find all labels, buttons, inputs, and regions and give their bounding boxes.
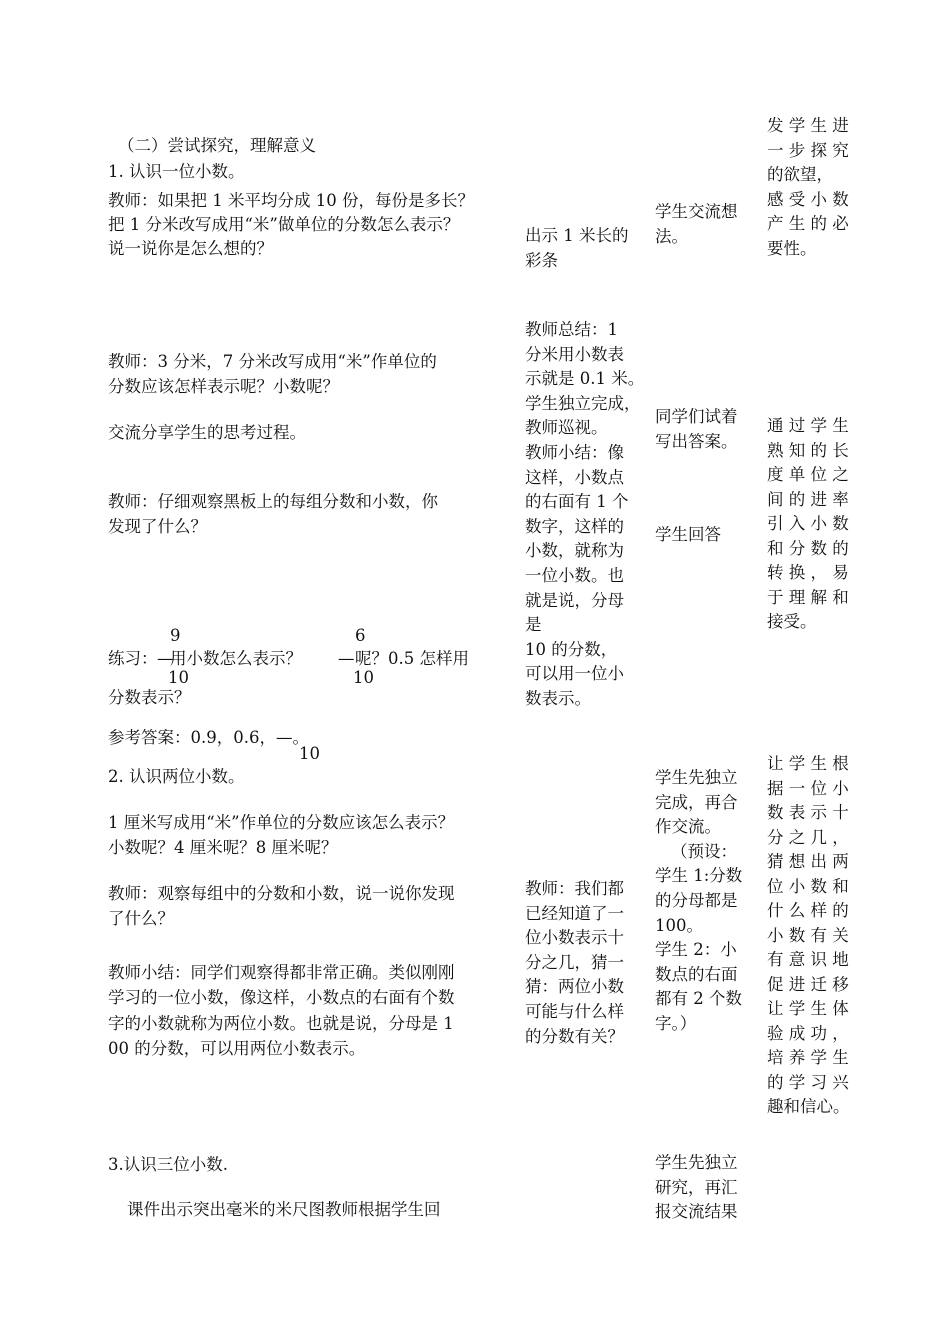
text-line: 感 受 小 数 (767, 189, 849, 209)
fraction-denominator: 10 (299, 744, 320, 763)
text-line: 位小数表示十 (525, 928, 624, 948)
practice-text: 呢？0.5 怎样用 (355, 649, 469, 668)
text-line: 学生先独立 (655, 768, 738, 787)
text-line: 猜 想 出 两 (767, 852, 849, 871)
text-line: 教师小结：同学们观察得都非常正确。类似刚刚 (108, 963, 455, 982)
text-line: 学生先独立 (655, 1153, 738, 1172)
text-line: 是 (525, 615, 542, 635)
col4-block-b (767, 414, 859, 635)
part1-heading: 1. 认识一位小数。 (108, 162, 245, 181)
part3-text: 课件出示突出毫米的米尺图教师根据学生回 (127, 1200, 441, 1219)
col3-block-a (655, 200, 755, 249)
text-line: 培 养 学 生 (767, 1048, 849, 1067)
part2-heading: 2. 认识两位小数。 (108, 767, 245, 786)
text-line: 把 1 分米改写成用“米”做单位的分数怎么表示？ (108, 215, 460, 234)
text-line: 1 厘米写成用“米”作单位的分数应该怎么表示？ (108, 813, 455, 832)
text-line: 10 的分数， (525, 639, 618, 659)
text-line: 有 意 识 地 (767, 950, 849, 969)
text-line: 数表示。 (525, 688, 591, 708)
text-line: 报交流结果 (655, 1202, 738, 1222)
col4-block-a (767, 114, 859, 261)
fraction-numerator: 9 (170, 626, 181, 645)
text-line: 什 么 样 的 (767, 901, 849, 920)
practice-text: 用小数怎么表示？ (170, 649, 302, 668)
col4-block-c (767, 752, 859, 1120)
section-heading: （二）尝试探究，理解意义 (118, 136, 316, 155)
text-line: 作交流。 (655, 817, 721, 837)
text-line: 的分数有关？ (525, 1026, 624, 1046)
text-line: 字。） (655, 1013, 697, 1033)
text-line: 分米用小数表 (525, 344, 624, 364)
practice-label: 练习： (108, 649, 158, 668)
text-line: 完成，再合 (655, 792, 738, 812)
text-line: 学生 2：小 (655, 940, 737, 960)
text-line: 学习的一位小数，像这样，小数点的右面有个数 (108, 988, 455, 1008)
col2-block-c (525, 877, 647, 1049)
practice-text: 分数表示？ (108, 688, 191, 707)
text-line: 一 步 探 究 (767, 140, 849, 160)
col3-block-e (655, 1151, 755, 1225)
text-line: 引 入 小 数 (767, 514, 849, 533)
col2-block-a (525, 224, 647, 273)
text-line: 发 学 生 进 (767, 116, 849, 135)
text-line: 接受。 (767, 612, 817, 631)
text-line: 要性。 (767, 238, 817, 258)
text-line: 小数呢？4 厘米呢？8 厘米呢？ (108, 838, 338, 857)
text-line: 转 换 ， 易 (767, 563, 849, 582)
text-line: 通 过 学 生 (767, 416, 849, 435)
text-line: 数 表 示 十 (767, 803, 849, 822)
text-line: 分之几，猜一 (525, 952, 624, 972)
text-line: 教师总结：1 (525, 320, 618, 339)
text-line: 法。 (655, 226, 688, 246)
text-line: 学生 1:分数 (655, 866, 743, 886)
fraction-denominator: 10 (168, 668, 189, 687)
text-line: 写出答案。 (655, 431, 738, 451)
text-line: 字的小数就称为两位小数。也就是说，分母是 1 (108, 1013, 454, 1033)
reference-answer: 参考答案：0.9，0.6，—。 (108, 728, 309, 747)
fraction-denominator: 10 (353, 668, 374, 687)
text-line: 就是说，分母 (525, 590, 624, 610)
fraction-bar: — (338, 649, 355, 668)
part1-question-3 (108, 489, 438, 539)
col3-block-c: 学生回答 (655, 525, 721, 544)
fraction-numerator: 6 (355, 626, 366, 645)
text-line: 的欲望， (767, 165, 833, 184)
text-line: 示就是 0.1 米。 (525, 369, 645, 389)
text-line: 让 学 生 根 (767, 754, 849, 773)
part1-question-1 (108, 189, 474, 261)
text-line: 分数应该怎样表示呢？小数呢？ (108, 377, 339, 396)
text-line: 可以用一位小 (525, 664, 624, 684)
text-line: 的分母都是 (655, 890, 738, 910)
part2-question-1 (108, 810, 454, 860)
text-line: 于 理 解 和 (767, 587, 849, 607)
text-line: 分 之 几 ， (767, 827, 849, 847)
text-line: 这样，小数点 (525, 467, 624, 487)
text-line: 同学们试着 (655, 407, 738, 426)
text-line: 验 成 功 ， (767, 1023, 849, 1043)
text-line: 和 分 数 的 (767, 538, 849, 558)
text-line: 一位小数。也 (525, 565, 624, 585)
text-line: 的右面有 1 个 (525, 492, 629, 512)
text-line: 发现了什么？ (108, 517, 207, 536)
text-line: 据 一 位 小 (767, 778, 849, 798)
text-line: 彩条 (525, 250, 558, 270)
text-line: 趣和信心。 (767, 1097, 850, 1116)
text-line: 教师小结：像 (525, 442, 624, 462)
text-line: （预设： (671, 841, 737, 861)
text-line: 100。 (655, 915, 703, 935)
text-line: 小 数 有 关 (767, 925, 849, 945)
text-line: 可能与什么样 (525, 1001, 624, 1021)
text-line: 数字，这样的 (525, 516, 624, 536)
text-line: 学生独立完成， (525, 393, 641, 413)
text-line: 让 学 生 体 (767, 999, 849, 1018)
text-line: 猜：两位小数 (525, 977, 624, 997)
text-line: 已经知道了一 (525, 903, 624, 923)
text-line: 教师：我们都 (525, 879, 624, 898)
part2-question-2 (108, 881, 455, 931)
text-line: 00 的分数，可以用两位小数表示。 (108, 1038, 366, 1058)
part3-heading: 3.认识三位小数. (108, 1155, 228, 1174)
text-line: 说一说你是怎么想的？ (108, 239, 273, 258)
text-line: 熟 知 的 长 (767, 440, 849, 460)
text-line: 位 小 数 和 (767, 876, 849, 896)
text-line: 教师：仔细观察黑板上的每组分数和小数，你 (108, 492, 438, 511)
col3-block-b (655, 405, 755, 454)
fraction-bar: — (157, 649, 174, 668)
text-line: 教师：3 分米，7 分米改写成用“米”作单位的 (108, 352, 437, 371)
text-line: 学生交流想 (655, 202, 738, 221)
text-line: 都有 2 个数 (655, 989, 742, 1009)
part2-summary (108, 960, 455, 1061)
text-line: 产 生 的 必 (767, 214, 849, 233)
text-line: 教师：如果把 1 米平均分成 10 份，每份是多长？ (108, 191, 474, 210)
text-line: 教师巡视。 (525, 418, 608, 438)
text-line: 促 进 迁 移 (767, 974, 849, 994)
col3-block-d (655, 766, 755, 1037)
share-text: 交流分享学生的思考过程。 (108, 423, 306, 442)
text-line: 的 学 习 兴 (767, 1072, 849, 1092)
text-line: 间 的 进 率 (767, 489, 849, 509)
text-line: 了什么？ (108, 909, 174, 928)
text-line: 度 单 位 之 (767, 465, 849, 484)
part1-question-2 (108, 349, 437, 399)
text-line: 研究，再汇 (655, 1177, 738, 1197)
text-line: 教师：观察每组中的分数和小数，说一说你发现 (108, 884, 455, 903)
text-line: 小数，就称为 (525, 541, 624, 561)
text-line: 数点的右面 (655, 964, 738, 984)
text-line: 出示 1 米长的 (525, 226, 629, 245)
col2-block-b (525, 318, 647, 712)
